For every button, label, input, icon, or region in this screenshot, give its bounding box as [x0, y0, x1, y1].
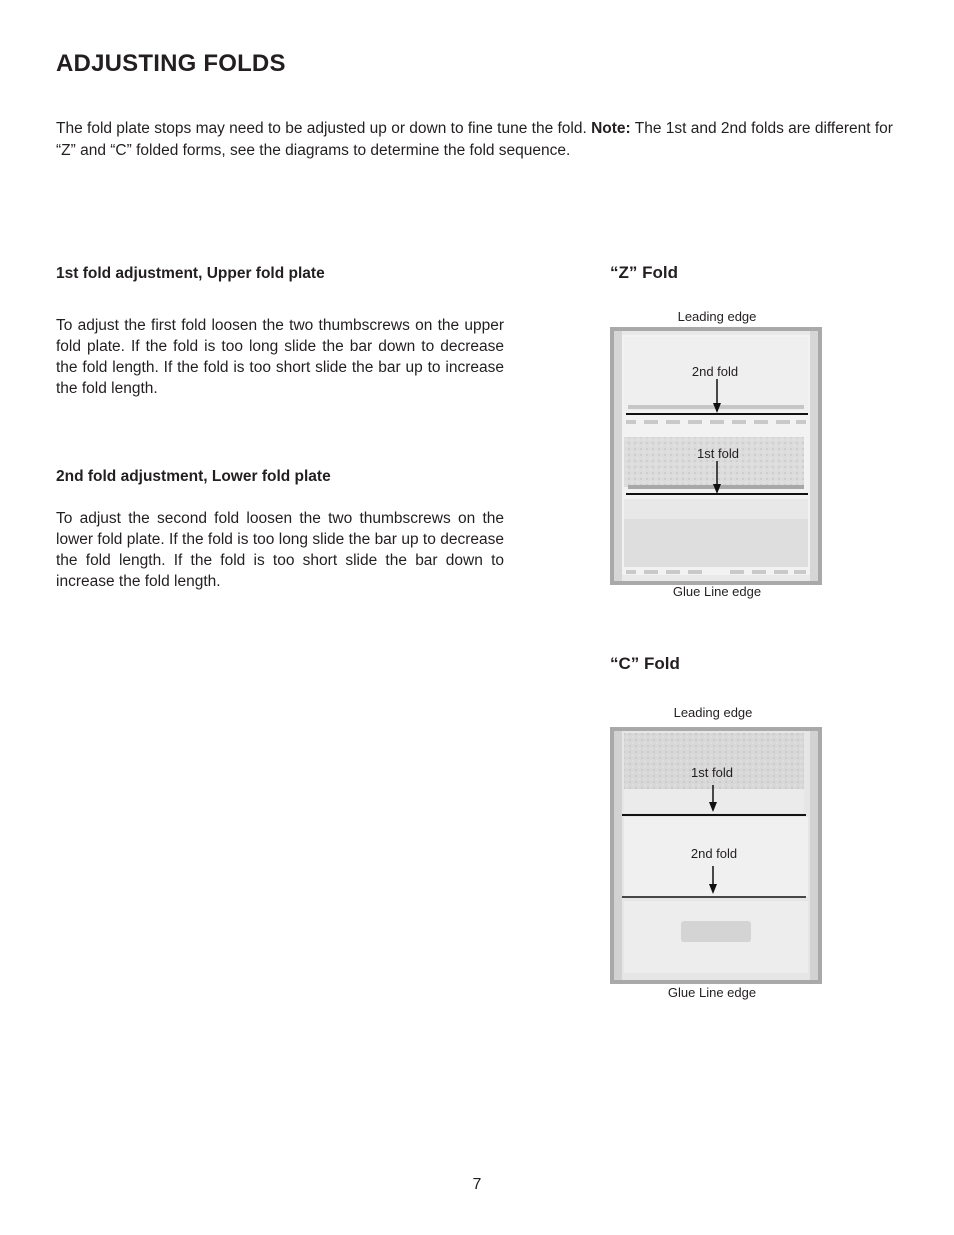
z-fold-glue-line-edge-label: Glue Line edge — [672, 584, 762, 599]
section-heading-1st-fold: 1st fold adjustment, Upper fold plate — [56, 265, 325, 282]
c-fold-title: “C” Fold — [610, 654, 680, 673]
section-heading-2nd-fold: 2nd fold adjustment, Lower fold plate — [56, 468, 331, 485]
z-fold-diagram — [610, 327, 822, 585]
z-fold-2nd-fold-label: 2nd fold — [691, 364, 739, 379]
c-fold-2nd-fold-label: 2nd fold — [690, 846, 738, 861]
c-fold-1st-fold-label: 1st fold — [691, 765, 733, 780]
c-fold-form-image — [610, 727, 822, 984]
intro-text-end: The 1st and 2nd folds are different for “Z” and “C” folded forms, see the diagrams to determine the fold sequence. — [56, 120, 893, 159]
intro-text-start: The fold plate stops may need to be adjusted up or down to fine tune the fold. — [56, 120, 592, 137]
page-title: ADJUSTING FOLDS — [56, 50, 286, 77]
section-body-2nd-fold: To adjust the second fold loosen the two thumbscrews on the lower fold plate. If the fold is too long slide the bar up to decrease the fold length. If the fold is too short slide the bar down to increase the fold length. — [56, 510, 504, 590]
z-fold-form-image — [610, 327, 822, 585]
c-fold-glue-line-edge-label: Glue Line edge — [667, 985, 757, 1000]
z-fold-title: “Z” Fold — [610, 263, 678, 282]
section-body-1st-fold: To adjust the first fold loosen the two thumbscrews on the upper fold plate. If the fold is too long slide the bar down to decrease the fold length. If the fold is too short slide the bar up to increase the fold length. — [56, 317, 504, 397]
c-fold-leading-edge-label: Leading edge — [673, 705, 753, 720]
intro-note-label: Note: — [591, 120, 631, 137]
c-fold-diagram — [610, 727, 822, 984]
z-fold-leading-edge-label: Leading edge — [677, 309, 757, 324]
z-fold-1st-fold-label: 1st fold — [697, 446, 739, 461]
intro-paragraph — [56, 118, 906, 161]
page-number: 7 — [472, 1176, 482, 1193]
